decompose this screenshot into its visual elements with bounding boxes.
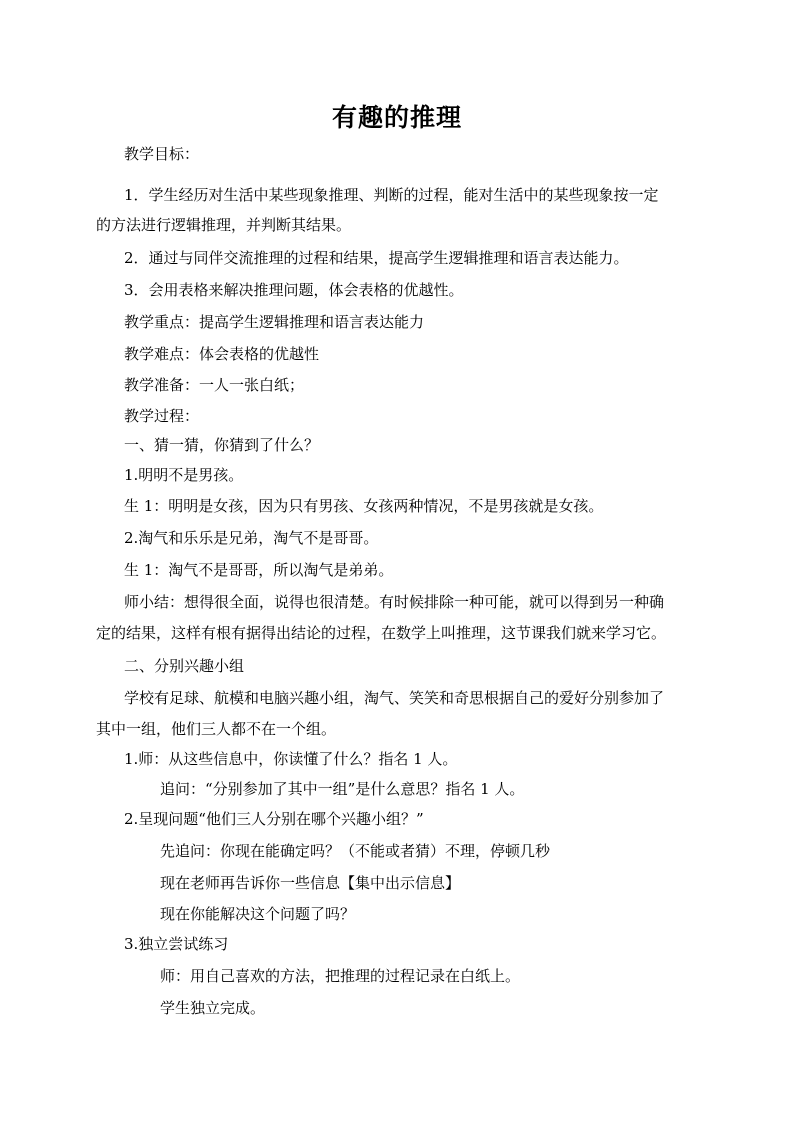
step-3: 3.独立尝试练习 (124, 935, 229, 953)
item-2: 2.淘气和乐乐是兄弟，淘气不是哥哥。 (124, 529, 379, 547)
item-1: 1.明明不是男孩。 (124, 466, 244, 484)
scenario-line-1: 学校有足球、航模和电脑兴趣小组，淘气、笑笑和奇思根据自己的爱好分别参加了 (124, 689, 665, 707)
step-2: 2.呈现问题“他们三人分别在哪个兴趣小组？” (124, 810, 424, 828)
step-2-note-3: 现在你能解决这个问题了吗？ (160, 905, 356, 923)
teacher-summary-line-2: 定的结果，这样有根有据得出结论的过程，在数学上叫推理，这节课我们就来学习它。 (96, 624, 667, 642)
step-2-note-1: 先追问：你现在能确定吗？（不能或者猜）不理，停顿几秒 (160, 842, 551, 860)
part-2-heading: 二、分别兴趣小组 (124, 657, 245, 675)
objective-3: 3．会用表格来解决推理问题，体会表格的优越性。 (124, 281, 464, 299)
student-answer-1: 生 1：明明是女孩，因为只有男孩、女孩两种情况，不是男孩就是女孩。 (124, 497, 604, 515)
teacher-summary-line-1: 师小结：想得很全面，说得也很清楚。有时候排除一种可能，就可以得到另一种确 (124, 593, 665, 611)
part-1-heading: 一、猜一猜，你猜到了什么？ (124, 436, 320, 454)
student-answer-2: 生 1：淘气不是哥哥，所以淘气是弟弟。 (124, 561, 394, 579)
scenario-line-2: 其中一组，他们三人都不在一个组。 (96, 720, 337, 738)
step-3-instruction: 师：用自己喜欢的方法，把推理的过程记录在白纸上。 (160, 967, 521, 985)
difficult-point: 教学难点：体会表格的优越性 (124, 345, 320, 363)
objective-2: 2．通过与同伴交流推理的过程和结果，提高学生逻辑推理和语言表达能力。 (124, 249, 629, 267)
section-heading-process: 教学过程： (124, 407, 200, 425)
objective-1-line-1: 1．学生经历对生活中某些现象推理、判断的过程，能对生活中的某些现象按一定 (124, 186, 659, 204)
objective-1-line-2: 的方法进行逻辑推理，并判断其结果。 (96, 216, 352, 234)
key-point: 教学重点：提高学生逻辑推理和语言表达能力 (124, 313, 425, 331)
preparation: 教学准备：一人一张白纸； (124, 376, 305, 394)
step-3-note: 学生独立完成。 (160, 999, 266, 1017)
step-2-note-2: 现在老师再告诉你一些信息【集中出示信息】 (160, 874, 461, 892)
follow-up-question: 追问：“分别参加了其中一组”是什么意思？指名 1 人。 (160, 780, 525, 798)
step-1: 1.师：从这些信息中，你读懂了什么？指名 1 人。 (124, 750, 458, 768)
section-heading-objectives: 教学目标： (124, 145, 200, 163)
page-title: 有趣的推理 (331, 103, 462, 132)
